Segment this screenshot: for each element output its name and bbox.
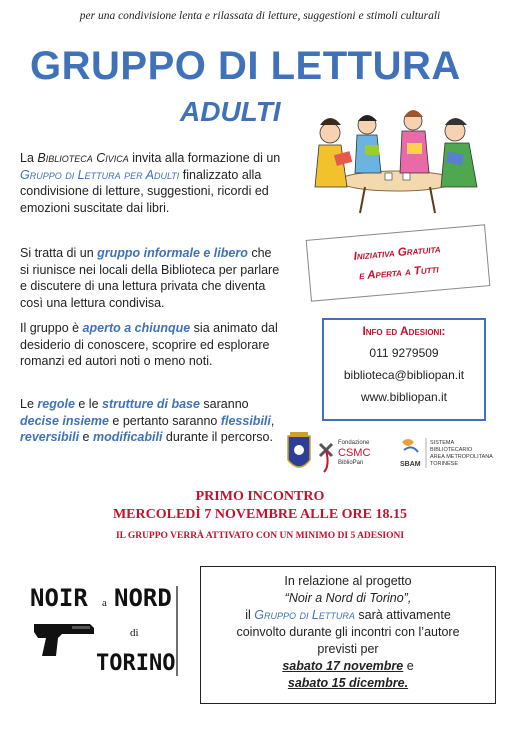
relation-line-5: previsti per — [317, 642, 379, 656]
torino-word: TORINO — [96, 651, 176, 676]
free-line-2: e Aperta a Tutti — [358, 263, 440, 283]
reading-group-illustration — [305, 95, 495, 215]
event-title: PRIMO INCONTRO — [195, 489, 325, 504]
text: e pertanto saranno — [108, 413, 221, 428]
relation-project-name: “Noir a Nord di Torino”, — [284, 591, 412, 605]
fondazione-line-2: CSMC — [338, 447, 371, 459]
info-phone: 011 9279509 — [369, 346, 439, 360]
text-highlight: decise insieme — [20, 413, 109, 428]
text: che si riunisce nei locali della Biblioteca per parlare e discutere di una lettura privata che diventa così una lettura condivisa. — [20, 246, 280, 310]
noir-word: NOIR — [30, 584, 88, 612]
sbam-line-3: AREA METROPOLITANA — [430, 454, 493, 460]
free-line-1: Iniziativa Gratuita — [353, 243, 442, 263]
event-date: MERCOLEDÌ 7 NOVEMBRE ALLE ORE 18.15 — [112, 507, 408, 522]
event-note: IL GRUPPO VERRÀ ATTIVATO CON UN MINIMO DI 5 ADESIONI — [115, 531, 405, 541]
text: invita alla formazione di un — [128, 151, 281, 165]
text-highlight: gruppo informale e libero — [97, 246, 248, 260]
text: finalizzato alla condivisione di letture, suggestioni, ricordi ed emozioni suscitate dai libri. — [20, 167, 269, 215]
text-biblioteca: Biblioteca Civica — [37, 151, 129, 165]
open-paragraph — [20, 320, 282, 370]
noir-a-nord-logo — [28, 580, 188, 680]
fondazione-line-1: Fondazione — [338, 440, 370, 446]
text-highlight: modificabili — [92, 430, 163, 444]
text-highlight: flessibili — [220, 413, 271, 428]
text-gruppo: Gruppo di Lettura — [254, 608, 355, 622]
text: e — [79, 430, 93, 444]
logos-row — [280, 430, 510, 480]
intro-paragraph — [20, 150, 282, 216]
text: saranno — [199, 397, 249, 411]
text: Le — [20, 397, 38, 411]
info-title: Info ed Adesioni: — [362, 324, 446, 338]
table-shape — [339, 171, 455, 213]
sbam-label: SBAM — [400, 461, 421, 468]
text: durante il percorso. — [162, 430, 273, 444]
pistol-icon — [34, 624, 94, 656]
text-highlight: aperto a chiunque — [82, 321, 191, 335]
relation-date-line-1 — [201, 658, 495, 675]
description-paragraph — [20, 245, 282, 311]
sbam-logo — [400, 438, 493, 468]
fondazione-logo — [320, 440, 370, 472]
text: , — [270, 413, 275, 428]
info-website[interactable]: www.bibliopan.it — [360, 390, 448, 404]
relation-line-1: In relazione al progetto — [284, 574, 412, 588]
relation-line-3 — [201, 607, 495, 624]
page-subtitle: ADULTI — [180, 96, 281, 127]
tagline: per una condivisione lenta e rilassata di letture, suggestioni e stimoli culturali — [79, 10, 441, 22]
page-title: GRUPPO DI LETTURA — [30, 44, 461, 88]
relation-date-line-2 — [201, 675, 495, 692]
text: e — [403, 659, 414, 673]
text: Il gruppo è — [20, 321, 83, 335]
date-1: sabato 17 novembre — [282, 659, 404, 673]
rules-paragraph — [20, 396, 282, 446]
noir-word-a: a — [102, 597, 107, 609]
date-2: sabato 15 dicembre. — [287, 676, 409, 690]
text: sarà attivamente — [354, 608, 451, 622]
sbam-line-1: SISTEMA — [430, 440, 455, 446]
reader-middle-left — [355, 115, 381, 173]
text-highlight: regole — [37, 397, 75, 411]
relation-line-4: coinvolto durante gli incontri con l’autore — [236, 625, 460, 639]
reader-right — [441, 118, 477, 187]
relation-box — [200, 566, 496, 704]
text-highlight: reversibili — [20, 430, 80, 444]
free-initiative-box — [306, 224, 491, 301]
text: sia animato dal desiderio di conoscere, scoprire ed esplorare romanzi ed autori noti o meno noti. — [20, 321, 278, 368]
text-highlight: strutture di base — [102, 397, 200, 411]
text: il — [245, 608, 255, 622]
text-gruppo: Gruppo di Lettura per Adulti — [20, 167, 180, 182]
info-email[interactable]: biblioteca@bibliopan.it — [343, 368, 465, 382]
nord-word: NORD — [114, 584, 172, 612]
text: La — [20, 151, 38, 165]
coat-of-arms-logo — [288, 432, 310, 467]
text: e le — [74, 397, 103, 411]
info-box — [322, 318, 486, 421]
noir-word-di: di — [130, 627, 139, 639]
sbam-line-4: TORINESE — [430, 461, 459, 467]
text: Si tratta di un — [20, 246, 98, 260]
fondazione-line-3: BiblioPan — [338, 460, 364, 466]
sbam-line-2: BIBLIOTECARIO — [430, 447, 473, 453]
reader-middle-right — [400, 110, 429, 173]
